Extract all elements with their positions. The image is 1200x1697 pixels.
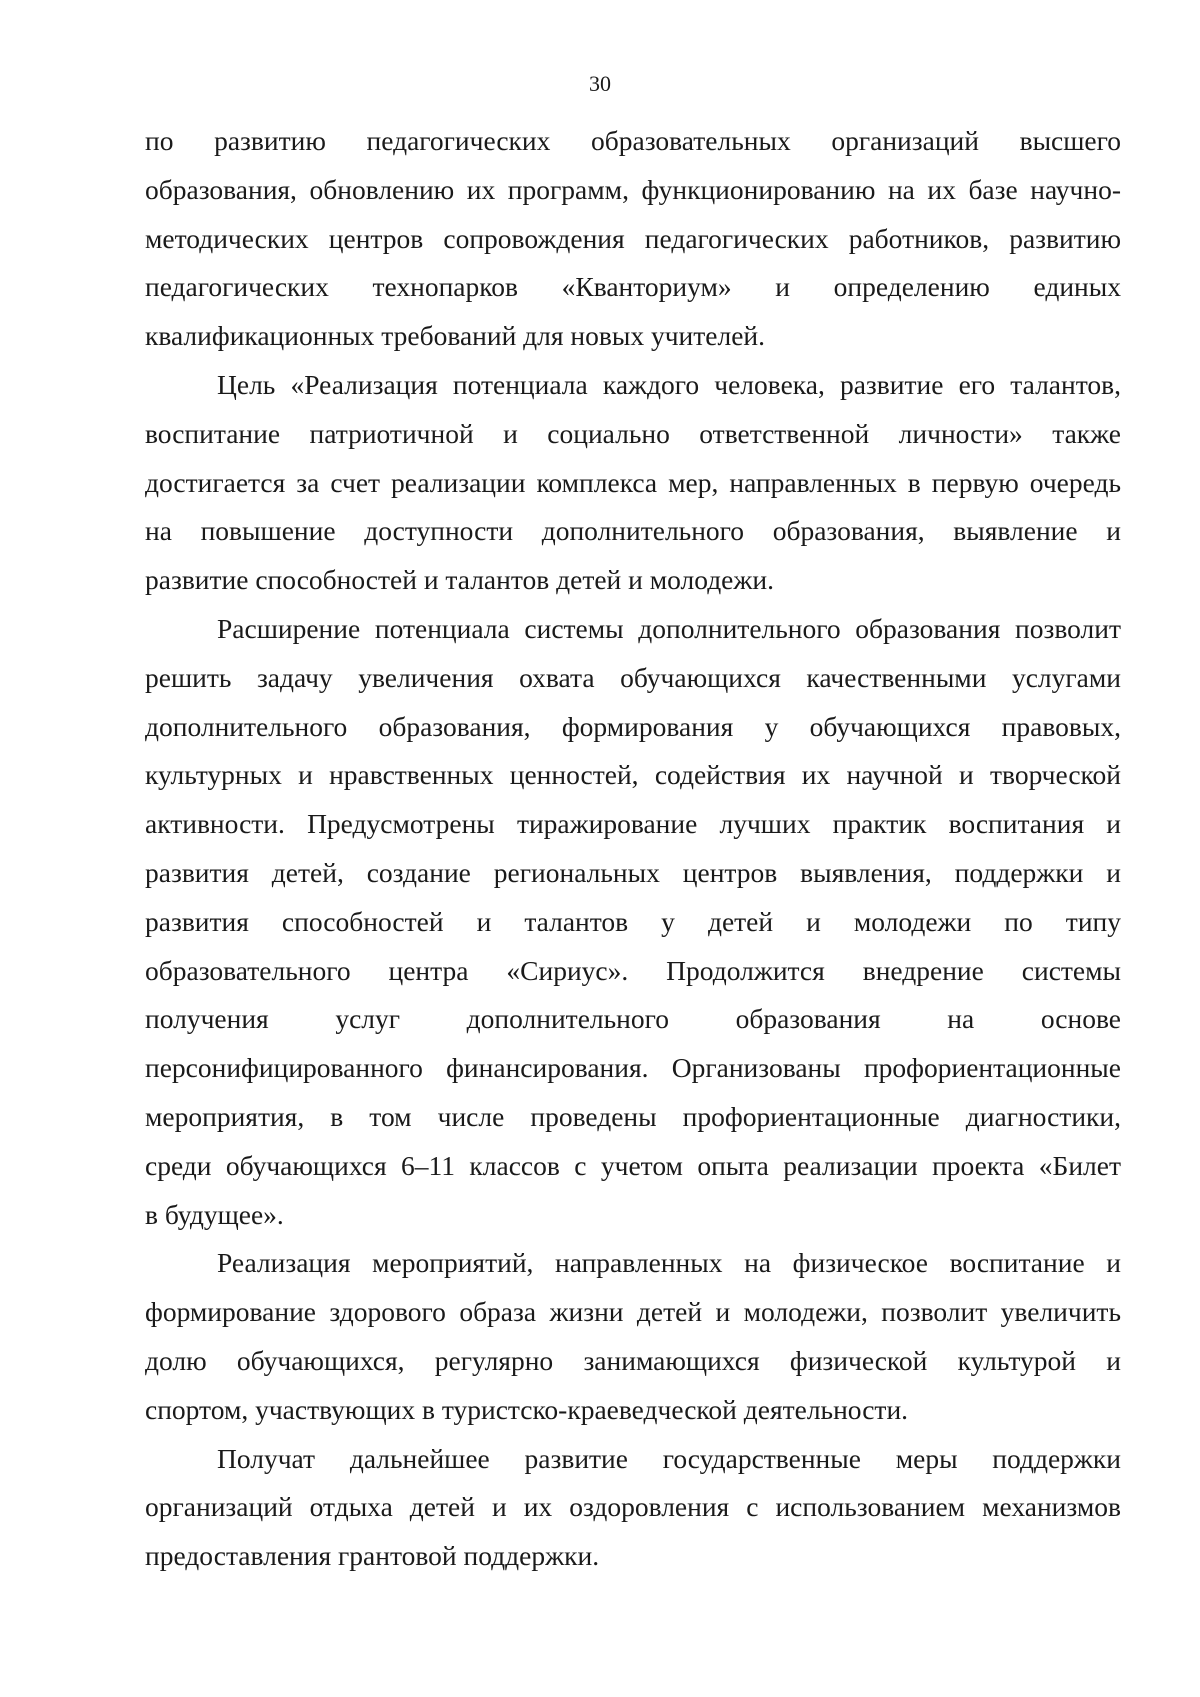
text-line: воспитание патриотичной и социально ответственной личности» также bbox=[145, 417, 1121, 449]
text-line: спортом, участвующих в туристско-краеведческой деятельности. bbox=[145, 1393, 909, 1425]
paragraph bbox=[145, 117, 1121, 361]
text-line: достигается за счет реализации комплекса мер, направленных в первую очередь bbox=[145, 466, 1121, 498]
paragraph bbox=[145, 1435, 1121, 1581]
text-line: образования, обновлению их программ, функционированию на их базе научно- bbox=[145, 173, 1121, 205]
text-line: развития детей, создание региональных центров выявления, поддержки и bbox=[145, 856, 1121, 888]
text-line: образовательного центра «Сириус». Продолжится внедрение системы bbox=[145, 954, 1121, 986]
text-line: Цель «Реализация потенциала каждого человека, развитие его талантов, bbox=[217, 368, 1121, 400]
text-line: среди обучающихся 6–11 классов с учетом опыта реализации проекта «Билет bbox=[145, 1149, 1121, 1181]
text-line: персонифицированного финансирования. Организованы профориентационные bbox=[145, 1052, 1121, 1084]
paragraph bbox=[145, 605, 1121, 1239]
text-line: по развитию педагогических образовательных организаций высшего bbox=[145, 125, 1121, 156]
text-line: долю обучающихся, регулярно занимающихся физической культурой и bbox=[145, 1344, 1121, 1376]
text-line: формирование здорового образа жизни детей и молодежи, позволит увеличить bbox=[145, 1296, 1121, 1328]
text-line: культурных и нравственных ценностей, содействия их научной и творческой bbox=[145, 759, 1121, 791]
text-line: квалификационных требований для новых учителей. bbox=[145, 320, 766, 352]
text-line: Расширение потенциала системы дополнительного образования позволит bbox=[217, 612, 1121, 644]
page-number: 30 bbox=[589, 71, 611, 96]
text-line: активности. Предусмотрены тиражирование лучших практик воспитания и bbox=[145, 808, 1121, 840]
document-body bbox=[145, 117, 1121, 1581]
text-line: предоставления грантовой поддержки. bbox=[145, 1540, 600, 1572]
text-line: педагогических технопарков «Кванториум» и определению единых bbox=[145, 271, 1121, 303]
text-line: Реализация мероприятий, направленных на физическое воспитание и bbox=[217, 1247, 1121, 1279]
text-line: на повышение доступности дополнительного образования, выявление и bbox=[145, 515, 1121, 547]
paragraph bbox=[145, 361, 1121, 605]
text-line: Получат дальнейшее развитие государственные меры поддержки bbox=[217, 1442, 1121, 1474]
text-line: в будущее». bbox=[145, 1198, 284, 1230]
paragraph bbox=[145, 1239, 1121, 1434]
text-line: методических центров сопровождения педагогических работников, развитию bbox=[145, 222, 1121, 254]
text-line: дополнительного образования, формирования у обучающихся правовых, bbox=[145, 710, 1121, 742]
text-line: развития способностей и талантов у детей и молодежи по типу bbox=[145, 905, 1121, 937]
text-line: развитие способностей и талантов детей и молодежи. bbox=[145, 564, 774, 596]
text-line: организаций отдыха детей и их оздоровления с использованием механизмов bbox=[145, 1491, 1121, 1523]
text-line: получения услуг дополнительного образования на основе bbox=[145, 1003, 1121, 1035]
text-line: мероприятия, в том числе проведены профориентационные диагностики, bbox=[145, 1100, 1121, 1132]
text-line: решить задачу увеличения охвата обучающихся качественными услугами bbox=[145, 661, 1121, 693]
